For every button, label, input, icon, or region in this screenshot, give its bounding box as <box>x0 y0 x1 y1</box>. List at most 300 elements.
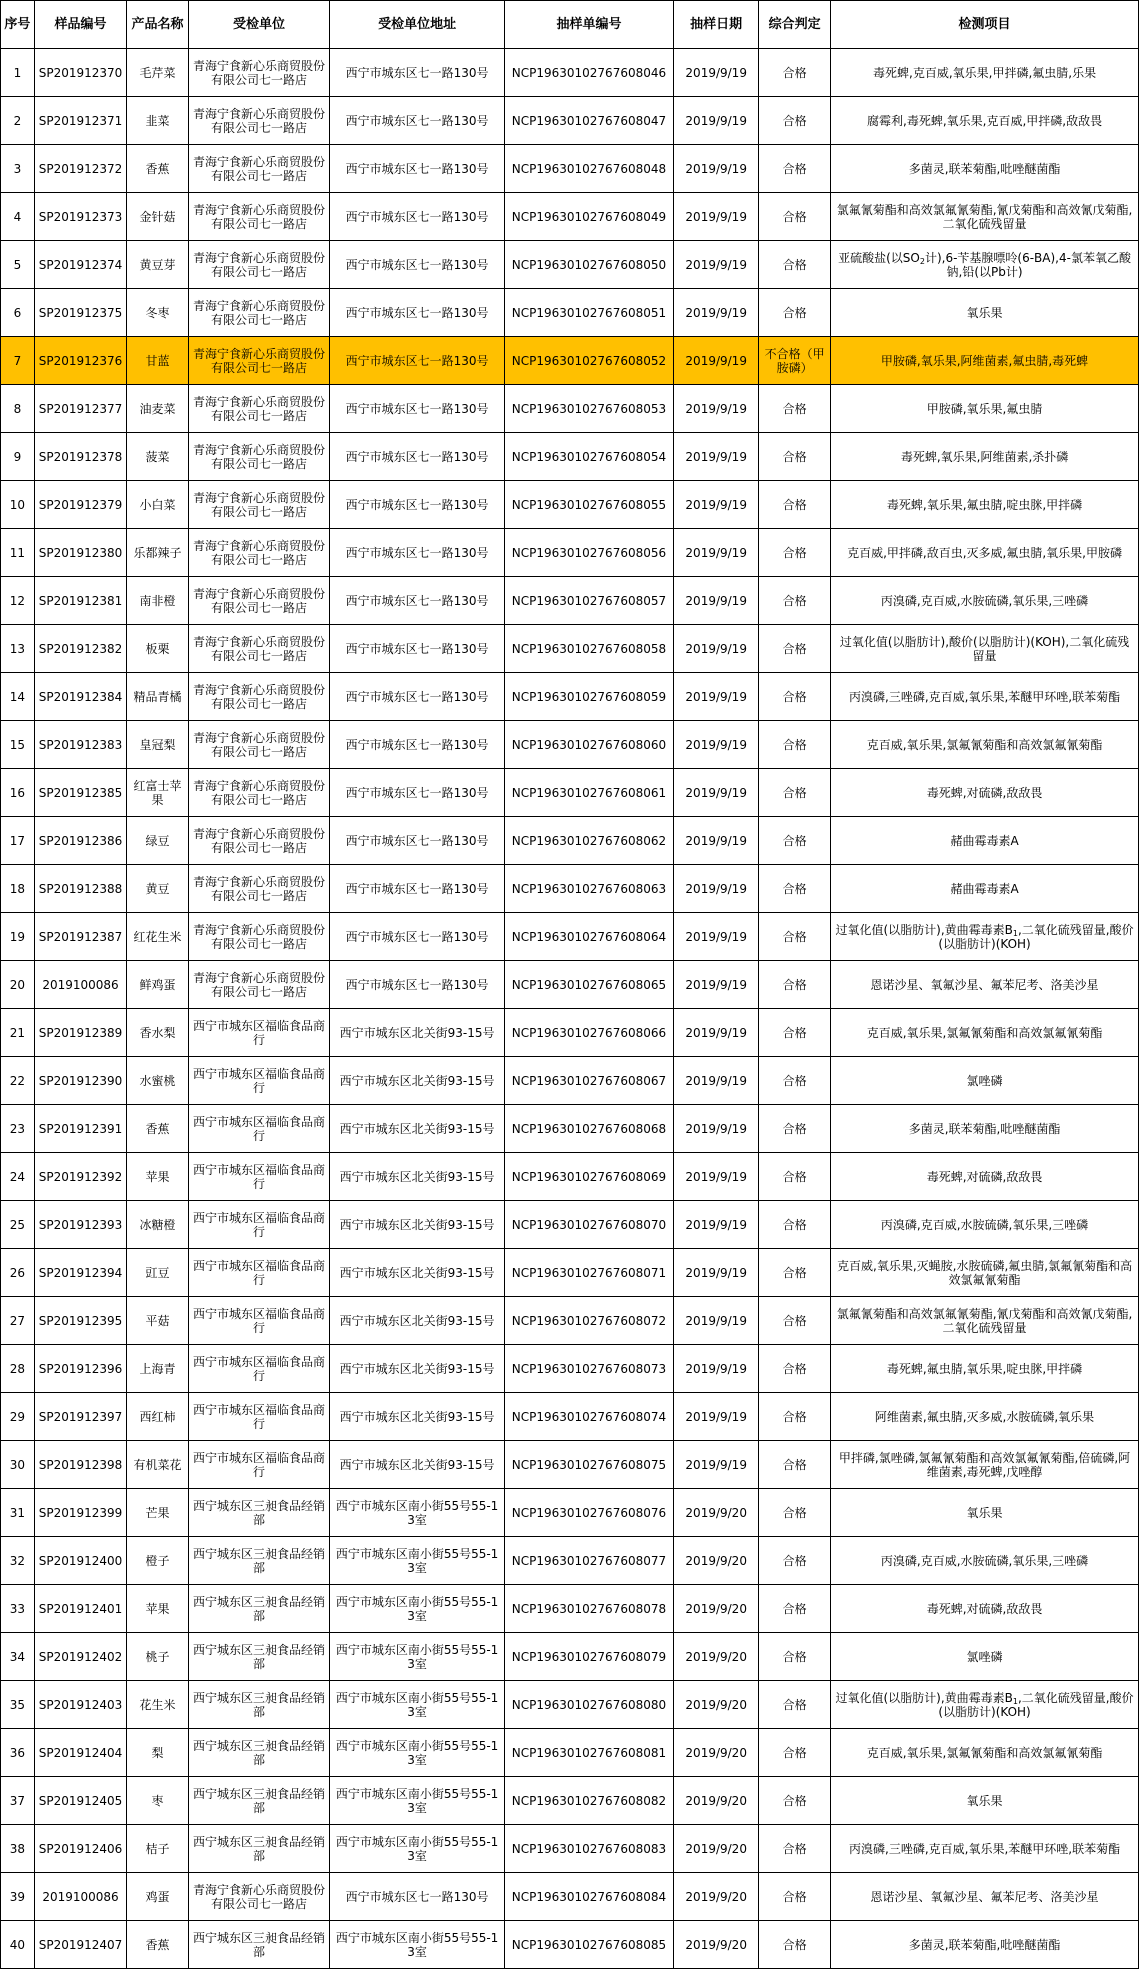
cell-unit: 西宁城东区三昶食品经销部 <box>188 1825 330 1873</box>
cell-sampling-no: NCP19630102767608068 <box>504 1105 673 1153</box>
cell-date: 2019/9/19 <box>674 961 759 1009</box>
cell-no: 4 <box>1 193 35 241</box>
cell-unit: 青海宁食新心乐商贸股份有限公司七一路店 <box>188 337 330 385</box>
cell-sample-id: SP201912404 <box>34 1729 126 1777</box>
cell-product: 冬枣 <box>127 289 189 337</box>
cell-sampling-no: NCP19630102767608084 <box>504 1873 673 1921</box>
cell-date: 2019/9/19 <box>674 1441 759 1489</box>
table-row <box>1 97 1139 145</box>
cell-address: 西宁市城东区南小街55号55-13室 <box>330 1537 504 1585</box>
cell-unit: 西宁市城东区福临食品商行 <box>188 1345 330 1393</box>
items-text: 过氧化值(以脂肪计),黄曲霉毒素B <box>835 1690 1013 1705</box>
cell-sampling-no: NCP19630102767608072 <box>504 1297 673 1345</box>
cell-address: 西宁市城东区七一路130号 <box>330 625 504 673</box>
cell-verdict: 合格 <box>759 913 831 961</box>
cell-address: 西宁市城东区七一路130号 <box>330 913 504 961</box>
cell-no: 12 <box>1 577 35 625</box>
cell-sample-id: SP201912379 <box>34 481 126 529</box>
table-row <box>1 817 1139 865</box>
cell-address: 西宁市城东区南小街55号55-13室 <box>330 1825 504 1873</box>
cell-product: 有机菜花 <box>127 1441 189 1489</box>
cell-unit: 青海宁食新心乐商贸股份有限公司七一路店 <box>188 481 330 529</box>
cell-address: 西宁市城东区七一路130号 <box>330 673 504 721</box>
cell-no: 29 <box>1 1393 35 1441</box>
table-row <box>1 1825 1139 1873</box>
cell-product: 桔子 <box>127 1825 189 1873</box>
cell-unit: 青海宁食新心乐商贸股份有限公司七一路店 <box>188 385 330 433</box>
cell-sample-id: SP201912403 <box>34 1681 126 1729</box>
cell-date: 2019/9/19 <box>674 721 759 769</box>
table-row <box>1 1921 1139 1969</box>
header-cell-unit: 受检单位 <box>188 1 330 49</box>
cell-address: 西宁市城东区南小街55号55-13室 <box>330 1633 504 1681</box>
cell-items: 丙溴磷,克百威,水胺硫磷,氧乐果,三唑磷 <box>831 577 1139 625</box>
table-row <box>1 1585 1139 1633</box>
table-row <box>1 1297 1139 1345</box>
cell-unit: 西宁城东区三昶食品经销部 <box>188 1633 330 1681</box>
cell-unit: 西宁城东区三昶食品经销部 <box>188 1489 330 1537</box>
cell-unit: 西宁市城东区福临食品商行 <box>188 1201 330 1249</box>
cell-sampling-no: NCP19630102767608064 <box>504 913 673 961</box>
cell-sample-id: SP201912374 <box>34 241 126 289</box>
cell-address: 西宁市城东区南小街55号55-13室 <box>330 1681 504 1729</box>
cell-no: 37 <box>1 1777 35 1825</box>
cell-address: 西宁市城东区七一路130号 <box>330 49 504 97</box>
cell-no: 11 <box>1 529 35 577</box>
header-cell-date: 抽样日期 <box>674 1 759 49</box>
items-text: 计),6-苄基腺嘌呤(6-BA),4-氯苯氧乙酸钠,铅(以Pb计) <box>924 250 1131 279</box>
cell-unit: 西宁城东区三昶食品经销部 <box>188 1921 330 1969</box>
cell-sampling-no: NCP19630102767608053 <box>504 385 673 433</box>
cell-product: 橙子 <box>127 1537 189 1585</box>
cell-date: 2019/9/19 <box>674 49 759 97</box>
cell-sample-id: SP201912376 <box>34 337 126 385</box>
cell-sampling-no: NCP19630102767608080 <box>504 1681 673 1729</box>
cell-address: 西宁市城东区七一路130号 <box>330 529 504 577</box>
table-row <box>1 673 1139 721</box>
cell-date: 2019/9/20 <box>674 1585 759 1633</box>
cell-verdict: 合格 <box>759 673 831 721</box>
cell-items: 克百威,甲拌磷,敌百虫,灭多威,氟虫腈,氧乐果,甲胺磷 <box>831 529 1139 577</box>
cell-sample-id: 2019100086 <box>34 1873 126 1921</box>
cell-no: 14 <box>1 673 35 721</box>
cell-sample-id: SP201912398 <box>34 1441 126 1489</box>
cell-date: 2019/9/20 <box>674 1873 759 1921</box>
cell-no: 34 <box>1 1633 35 1681</box>
cell-address: 西宁市城东区北关街93-15号 <box>330 1297 504 1345</box>
cell-date: 2019/9/19 <box>674 145 759 193</box>
cell-unit: 青海宁食新心乐商贸股份有限公司七一路店 <box>188 673 330 721</box>
cell-sampling-no: NCP19630102767608061 <box>504 769 673 817</box>
cell-no: 33 <box>1 1585 35 1633</box>
cell-items: 丙溴磷,克百威,水胺硫磷,氧乐果,三唑磷 <box>831 1201 1139 1249</box>
cell-date: 2019/9/19 <box>674 817 759 865</box>
header-cell-items: 检测项目 <box>831 1 1139 49</box>
table-row <box>1 1681 1139 1729</box>
cell-no: 8 <box>1 385 35 433</box>
table-row <box>1 577 1139 625</box>
cell-sampling-no: NCP19630102767608048 <box>504 145 673 193</box>
cell-items: 克百威,氧乐果,灭蝇胺,水胺硫磷,氟虫腈,氯氟氰菊酯和高效氯氟氰菊酯 <box>831 1249 1139 1297</box>
cell-verdict: 合格 <box>759 289 831 337</box>
header-cell-verdict: 综合判定 <box>759 1 831 49</box>
cell-product: 板栗 <box>127 625 189 673</box>
cell-verdict: 合格 <box>759 1393 831 1441</box>
cell-address: 西宁市城东区七一路130号 <box>330 241 504 289</box>
cell-address: 西宁市城东区北关街93-15号 <box>330 1393 504 1441</box>
cell-date: 2019/9/19 <box>674 625 759 673</box>
cell-unit: 西宁市城东区福临食品商行 <box>188 1153 330 1201</box>
cell-sample-id: SP201912370 <box>34 49 126 97</box>
items-subscript: 1 <box>1012 928 1018 938</box>
cell-sample-id: SP201912372 <box>34 145 126 193</box>
cell-unit: 西宁市城东区福临食品商行 <box>188 1105 330 1153</box>
cell-no: 19 <box>1 913 35 961</box>
cell-sample-id: SP201912406 <box>34 1825 126 1873</box>
cell-sampling-no: NCP19630102767608046 <box>504 49 673 97</box>
table-row <box>1 1057 1139 1105</box>
cell-unit: 青海宁食新心乐商贸股份有限公司七一路店 <box>188 577 330 625</box>
cell-verdict: 合格 <box>759 1537 831 1585</box>
cell-address: 西宁市城东区七一路130号 <box>330 865 504 913</box>
table-row <box>1 49 1139 97</box>
cell-unit: 西宁市城东区福临食品商行 <box>188 1297 330 1345</box>
cell-items: 多菌灵,联苯菊酯,吡唑醚菌酯 <box>831 1105 1139 1153</box>
cell-date: 2019/9/19 <box>674 1105 759 1153</box>
cell-product: 水蜜桃 <box>127 1057 189 1105</box>
table-row <box>1 1873 1139 1921</box>
cell-no: 21 <box>1 1009 35 1057</box>
cell-sampling-no: NCP19630102767608070 <box>504 1201 673 1249</box>
cell-items: 多菌灵,联苯菊酯,吡唑醚菌酯 <box>831 1921 1139 1969</box>
cell-verdict: 合格 <box>759 433 831 481</box>
cell-sampling-no: NCP19630102767608067 <box>504 1057 673 1105</box>
cell-items: 氧乐果 <box>831 289 1139 337</box>
cell-verdict: 合格 <box>759 49 831 97</box>
cell-unit: 西宁城东区三昶食品经销部 <box>188 1777 330 1825</box>
cell-items: 毒死蜱,对硫磷,敌敌畏 <box>831 769 1139 817</box>
cell-no: 10 <box>1 481 35 529</box>
cell-address: 西宁市城东区北关街93-15号 <box>330 1105 504 1153</box>
cell-address: 西宁市城东区北关街93-15号 <box>330 1153 504 1201</box>
items-text: 过氧化值(以脂肪计),黄曲霉毒素B <box>835 922 1013 937</box>
cell-unit: 西宁城东区三昶食品经销部 <box>188 1681 330 1729</box>
cell-date: 2019/9/20 <box>674 1777 759 1825</box>
cell-product: 枣 <box>127 1777 189 1825</box>
cell-address: 西宁市城东区七一路130号 <box>330 961 504 1009</box>
cell-unit: 西宁市城东区福临食品商行 <box>188 1441 330 1489</box>
cell-date: 2019/9/19 <box>674 1009 759 1057</box>
cell-address: 西宁市城东区七一路130号 <box>330 193 504 241</box>
items-subscript: 2 <box>919 256 925 266</box>
cell-date: 2019/9/19 <box>674 289 759 337</box>
cell-product: 精品青橘 <box>127 673 189 721</box>
cell-sample-id: SP201912401 <box>34 1585 126 1633</box>
cell-date: 2019/9/19 <box>674 97 759 145</box>
cell-sampling-no: NCP19630102767608071 <box>504 1249 673 1297</box>
table-row <box>1 529 1139 577</box>
cell-verdict: 合格 <box>759 577 831 625</box>
cell-items: 腐霉利,毒死蜱,氧乐果,克百威,甲拌磷,敌敌畏 <box>831 97 1139 145</box>
table-body <box>1 49 1139 1969</box>
cell-product: 花生米 <box>127 1681 189 1729</box>
cell-address: 西宁市城东区七一路130号 <box>330 1873 504 1921</box>
cell-sample-id: SP201912385 <box>34 769 126 817</box>
cell-items: 甲拌磷,氯唑磷,氯氟氰菊酯和高效氯氟氰菊酯,倍硫磷,阿维菌素,毒死蜱,戊唑醇 <box>831 1441 1139 1489</box>
cell-no: 18 <box>1 865 35 913</box>
cell-address: 西宁市城东区北关街93-15号 <box>330 1441 504 1489</box>
cell-no: 5 <box>1 241 35 289</box>
cell-sample-id: SP201912383 <box>34 721 126 769</box>
cell-items <box>831 241 1139 289</box>
cell-no: 22 <box>1 1057 35 1105</box>
cell-product: 小白菜 <box>127 481 189 529</box>
cell-address: 西宁市城东区南小街55号55-13室 <box>330 1489 504 1537</box>
cell-sample-id: SP201912407 <box>34 1921 126 1969</box>
cell-sampling-no: NCP19630102767608078 <box>504 1585 673 1633</box>
cell-address: 西宁市城东区北关街93-15号 <box>330 1345 504 1393</box>
cell-sample-id: SP201912375 <box>34 289 126 337</box>
cell-date: 2019/9/20 <box>674 1489 759 1537</box>
cell-unit: 青海宁食新心乐商贸股份有限公司七一路店 <box>188 529 330 577</box>
cell-items: 克百威,氧乐果,氯氟氰菊酯和高效氯氟氰菊酯 <box>831 1009 1139 1057</box>
cell-verdict: 合格 <box>759 1729 831 1777</box>
cell-address: 西宁市城东区南小街55号55-13室 <box>330 1777 504 1825</box>
cell-items: 毒死蜱,氟虫腈,氧乐果,啶虫脒,甲拌磷 <box>831 1345 1139 1393</box>
cell-unit: 西宁市城东区福临食品商行 <box>188 1249 330 1297</box>
items-text: ,二氧化硫残留量,酸价(以脂肪计)(KOH) <box>938 922 1134 951</box>
table-row <box>1 1633 1139 1681</box>
cell-no: 3 <box>1 145 35 193</box>
cell-no: 25 <box>1 1201 35 1249</box>
table-row <box>1 1249 1139 1297</box>
cell-verdict: 合格 <box>759 961 831 1009</box>
cell-items <box>831 1681 1139 1729</box>
cell-date: 2019/9/19 <box>674 337 759 385</box>
cell-sample-id: SP201912396 <box>34 1345 126 1393</box>
cell-address: 西宁市城东区南小街55号55-13室 <box>330 1585 504 1633</box>
cell-unit: 青海宁食新心乐商贸股份有限公司七一路店 <box>188 289 330 337</box>
cell-sample-id: SP201912384 <box>34 673 126 721</box>
cell-no: 27 <box>1 1297 35 1345</box>
cell-product: 乐都辣子 <box>127 529 189 577</box>
cell-product: 香蕉 <box>127 1921 189 1969</box>
cell-product: 平菇 <box>127 1297 189 1345</box>
table-row <box>1 433 1139 481</box>
table-row <box>1 913 1139 961</box>
cell-address: 西宁市城东区七一路130号 <box>330 721 504 769</box>
cell-items: 丙溴磷,三唑磷,克百威,氧乐果,苯醚甲环唑,联苯菊酯 <box>831 673 1139 721</box>
cell-no: 7 <box>1 337 35 385</box>
cell-unit: 青海宁食新心乐商贸股份有限公司七一路店 <box>188 193 330 241</box>
cell-product: 红富士苹果 <box>127 769 189 817</box>
cell-verdict: 合格 <box>759 721 831 769</box>
cell-no: 40 <box>1 1921 35 1969</box>
cell-verdict: 合格 <box>759 1105 831 1153</box>
cell-product: 油麦菜 <box>127 385 189 433</box>
table-row <box>1 289 1139 337</box>
cell-unit: 西宁市城东区福临食品商行 <box>188 1393 330 1441</box>
cell-sampling-no: NCP19630102767608055 <box>504 481 673 529</box>
cell-unit: 青海宁食新心乐商贸股份有限公司七一路店 <box>188 1873 330 1921</box>
cell-product: 黄豆芽 <box>127 241 189 289</box>
cell-sample-id: SP201912392 <box>34 1153 126 1201</box>
cell-items: 氯唑磷 <box>831 1633 1139 1681</box>
cell-date: 2019/9/20 <box>674 1681 759 1729</box>
cell-items: 阿维菌素,氟虫腈,灭多威,水胺硫磷,氧乐果 <box>831 1393 1139 1441</box>
cell-items: 氯氟氰菊酯和高效氯氟氰菊酯,氰戊菊酯和高效氰戊菊酯,二氧化硫残留量 <box>831 193 1139 241</box>
cell-items: 过氧化值(以脂肪计),酸价(以脂肪计)(KOH),二氧化硫残留量 <box>831 625 1139 673</box>
cell-date: 2019/9/19 <box>674 1249 759 1297</box>
cell-sampling-no: NCP19630102767608056 <box>504 529 673 577</box>
cell-date: 2019/9/20 <box>674 1921 759 1969</box>
cell-items: 氯氟氰菊酯和高效氯氟氰菊酯,氰戊菊酯和高效氰戊菊酯,二氧化硫残留量 <box>831 1297 1139 1345</box>
cell-no: 30 <box>1 1441 35 1489</box>
cell-date: 2019/9/19 <box>674 1057 759 1105</box>
cell-sampling-no: NCP19630102767608074 <box>504 1393 673 1441</box>
cell-verdict: 合格 <box>759 1873 831 1921</box>
cell-product: 皇冠梨 <box>127 721 189 769</box>
table-row <box>1 1489 1139 1537</box>
cell-no: 24 <box>1 1153 35 1201</box>
cell-address: 西宁市城东区七一路130号 <box>330 145 504 193</box>
cell-product: 金针菇 <box>127 193 189 241</box>
cell-no: 6 <box>1 289 35 337</box>
cell-product: 红花生米 <box>127 913 189 961</box>
cell-unit: 西宁城东区三昶食品经销部 <box>188 1585 330 1633</box>
items-text: 亚硫酸盐(以SO <box>838 250 920 265</box>
items-text: ,二氧化硫残留量,酸价(以脂肪计)(KOH) <box>938 1690 1134 1719</box>
cell-verdict: 合格 <box>759 1921 831 1969</box>
cell-verdict: 合格 <box>759 1441 831 1489</box>
cell-verdict: 合格 <box>759 481 831 529</box>
cell-items: 氧乐果 <box>831 1777 1139 1825</box>
table-row <box>1 1393 1139 1441</box>
cell-unit: 青海宁食新心乐商贸股份有限公司七一路店 <box>188 241 330 289</box>
cell-no: 2 <box>1 97 35 145</box>
cell-verdict: 合格 <box>759 385 831 433</box>
cell-no: 9 <box>1 433 35 481</box>
cell-date: 2019/9/19 <box>674 193 759 241</box>
cell-product: 冰糖橙 <box>127 1201 189 1249</box>
cell-items: 甲胺磷,氧乐果,氟虫腈 <box>831 385 1139 433</box>
cell-date: 2019/9/19 <box>674 1297 759 1345</box>
cell-sampling-no: NCP19630102767608081 <box>504 1729 673 1777</box>
cell-no: 26 <box>1 1249 35 1297</box>
cell-verdict: 合格 <box>759 1249 831 1297</box>
table-row <box>1 1153 1139 1201</box>
cell-verdict: 合格 <box>759 1009 831 1057</box>
table-row <box>1 1537 1139 1585</box>
cell-address: 西宁市城东区七一路130号 <box>330 817 504 865</box>
cell-sample-id: SP201912397 <box>34 1393 126 1441</box>
table-row <box>1 193 1139 241</box>
cell-sample-id: SP201912402 <box>34 1633 126 1681</box>
cell-date: 2019/9/19 <box>674 1345 759 1393</box>
cell-sampling-no: NCP19630102767608075 <box>504 1441 673 1489</box>
cell-date: 2019/9/19 <box>674 769 759 817</box>
table-row <box>1 865 1139 913</box>
cell-product: 芒果 <box>127 1489 189 1537</box>
cell-sampling-no: NCP19630102767608085 <box>504 1921 673 1969</box>
cell-sample-id: SP201912371 <box>34 97 126 145</box>
cell-sample-id: SP201912373 <box>34 193 126 241</box>
cell-unit: 青海宁食新心乐商贸股份有限公司七一路店 <box>188 817 330 865</box>
cell-sampling-no: NCP19630102767608050 <box>504 241 673 289</box>
cell-unit: 青海宁食新心乐商贸股份有限公司七一路店 <box>188 961 330 1009</box>
cell-sample-id: SP201912391 <box>34 1105 126 1153</box>
cell-verdict: 合格 <box>759 865 831 913</box>
cell-sample-id: SP201912380 <box>34 529 126 577</box>
cell-items: 丙溴磷,克百威,水胺硫磷,氧乐果,三唑磷 <box>831 1537 1139 1585</box>
cell-unit: 青海宁食新心乐商贸股份有限公司七一路店 <box>188 97 330 145</box>
cell-sample-id: SP201912388 <box>34 865 126 913</box>
cell-verdict: 合格 <box>759 1825 831 1873</box>
cell-date: 2019/9/20 <box>674 1537 759 1585</box>
cell-product: 毛芹菜 <box>127 49 189 97</box>
cell-no: 13 <box>1 625 35 673</box>
cell-items: 赭曲霉毒素A <box>831 865 1139 913</box>
cell-items: 毒死蜱,氧乐果,阿维菌素,杀扑磷 <box>831 433 1139 481</box>
cell-sample-id: SP201912405 <box>34 1777 126 1825</box>
cell-sampling-no: NCP19630102767608069 <box>504 1153 673 1201</box>
cell-items: 恩诺沙星、氧氟沙星、氟苯尼考、洛美沙星 <box>831 1873 1139 1921</box>
cell-address: 西宁市城东区北关街93-15号 <box>330 1057 504 1105</box>
table-row <box>1 385 1139 433</box>
cell-items: 毒死蜱,对硫磷,敌敌畏 <box>831 1153 1139 1201</box>
cell-verdict: 合格 <box>759 193 831 241</box>
cell-items: 毒死蜱,克百威,氧乐果,甲拌磷,氟虫腈,乐果 <box>831 49 1139 97</box>
cell-unit: 青海宁食新心乐商贸股份有限公司七一路店 <box>188 769 330 817</box>
cell-address: 西宁市城东区七一路130号 <box>330 289 504 337</box>
cell-verdict: 合格 <box>759 1777 831 1825</box>
cell-address: 西宁市城东区七一路130号 <box>330 97 504 145</box>
cell-product: 绿豆 <box>127 817 189 865</box>
cell-sample-id: SP201912400 <box>34 1537 126 1585</box>
cell-unit: 青海宁食新心乐商贸股份有限公司七一路店 <box>188 433 330 481</box>
cell-product: 南非橙 <box>127 577 189 625</box>
cell-verdict: 合格 <box>759 1489 831 1537</box>
cell-product: 香蕉 <box>127 145 189 193</box>
table-row <box>1 625 1139 673</box>
cell-unit: 西宁市城东区福临食品商行 <box>188 1057 330 1105</box>
table-row <box>1 961 1139 1009</box>
cell-verdict: 合格 <box>759 1633 831 1681</box>
cell-product: 桃子 <box>127 1633 189 1681</box>
cell-sampling-no: NCP19630102767608049 <box>504 193 673 241</box>
cell-date: 2019/9/20 <box>674 1729 759 1777</box>
table-row <box>1 241 1139 289</box>
header-row <box>1 1 1139 49</box>
table-row <box>1 769 1139 817</box>
cell-no: 15 <box>1 721 35 769</box>
cell-items: 毒死蜱,对硫磷,敌敌畏 <box>831 1585 1139 1633</box>
table-row <box>1 1009 1139 1057</box>
cell-address: 西宁市城东区北关街93-15号 <box>330 1201 504 1249</box>
header-cell-sampling-no: 抽样单编号 <box>504 1 673 49</box>
cell-address: 西宁市城东区七一路130号 <box>330 577 504 625</box>
cell-unit: 青海宁食新心乐商贸股份有限公司七一路店 <box>188 625 330 673</box>
cell-no: 35 <box>1 1681 35 1729</box>
cell-no: 32 <box>1 1537 35 1585</box>
cell-verdict: 合格 <box>759 145 831 193</box>
cell-address: 西宁市城东区北关街93-15号 <box>330 1249 504 1297</box>
cell-sample-id: SP201912378 <box>34 433 126 481</box>
cell-address: 西宁市城东区北关街93-15号 <box>330 1009 504 1057</box>
cell-sampling-no: NCP19630102767608066 <box>504 1009 673 1057</box>
cell-sample-id: SP201912377 <box>34 385 126 433</box>
cell-sample-id: SP201912387 <box>34 913 126 961</box>
